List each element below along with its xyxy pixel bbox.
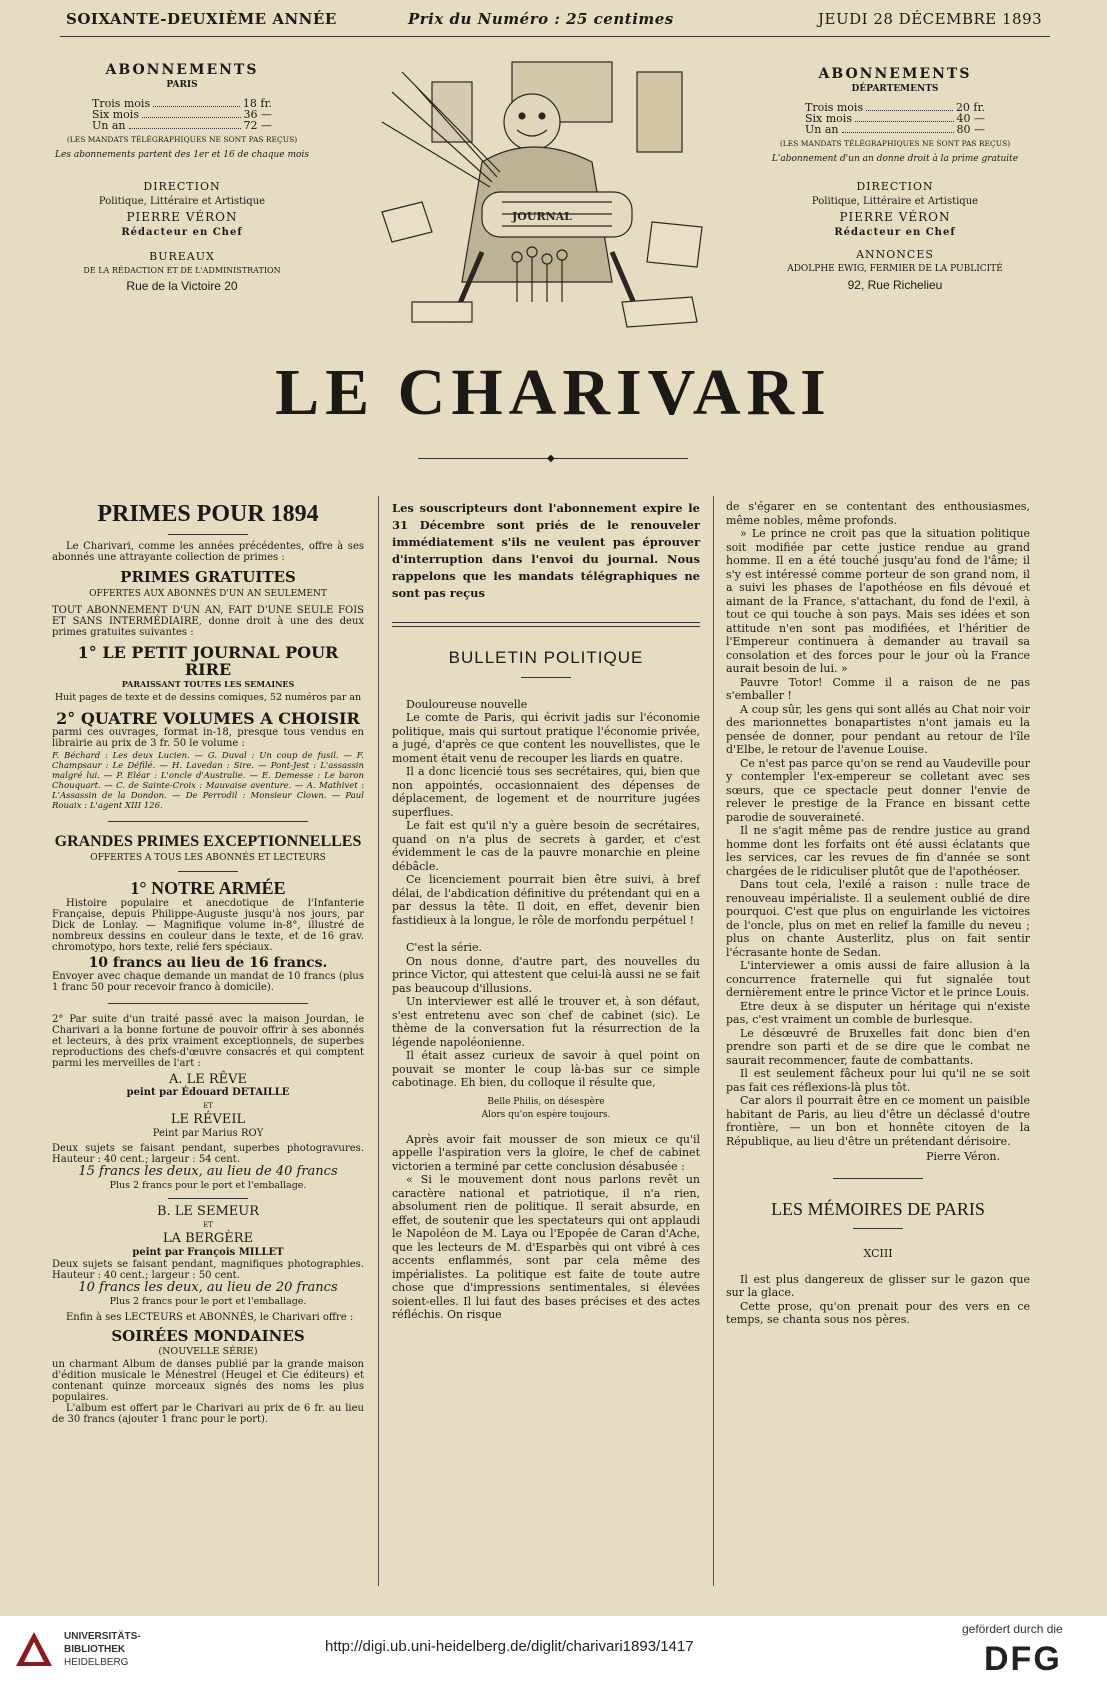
article-paragraph: Car alors il pourrait être en ce moment un paisible habitant de Paris, au lieu d'être un déclassé d'outre frontière, — un bon et honnête citoyen de la République, au lieu d'être un prétendant dérisoire. (726, 1094, 1030, 1148)
soirees-title: SOIRÉES MONDAINES (111, 1327, 305, 1345)
gratuites-text: TOUT ABONNEMENT D'UN AN, FAIT D'UNE SEULE FOIS ET SANS INTERMÉDIAIRE, donne droit à une des deux primes gratuites suivantes : (52, 604, 364, 638)
article-paragraph: Il est seulement fâcheux pour lui qu'il ne se soit pas fait ces réflexions-là plus tôt. (726, 1067, 1030, 1094)
column-divider (378, 496, 379, 1586)
right-price-row: Trois mois 20 fr. (805, 101, 985, 114)
pair2-port: Plus 2 francs pour le port et l'emballage. (109, 1295, 307, 1307)
article-paragraph: de s'égarer en se contentant des enthousiasmes, même nobles, même profonds. (726, 500, 1030, 527)
left-box-note: (LES MANDATS TÉLÉGRAPHIQUES NE SONT PAS REÇUS) (66, 135, 298, 144)
prime2-title: 2° QUATRE VOLUMES A CHOISIR (56, 708, 360, 728)
article-paragraph: Etre deux à se disputer un héritage qui n'existe pas, c'est vraiment un comble de burlesque. (726, 999, 1030, 1026)
bulletin-paragraph: Douloureuse nouvelle (406, 697, 528, 711)
issue-date: JEUDI 28 DÉCEMBRE 1893 (818, 10, 1043, 28)
reve-title: A. LE RÊVE (168, 1071, 248, 1087)
right-annonces-title: ANNONCES (856, 248, 934, 261)
reve-by: peint par Édouard DETAILLE (126, 1087, 290, 1098)
middle-column (392, 500, 700, 1322)
right-box-note: (LES MANDATS TÉLÉGRAPHIQUES NE SONT PAS REÇUS) (779, 139, 1011, 148)
bulletin-title: BULLETIN POLITIQUE (448, 648, 644, 667)
primes-intro: Le Charivari, comme les années précédentes, offre à ses abonnés une attrayante collection de primes : (52, 541, 364, 563)
right-direction-sub: Politique, Littéraire et Artistique (811, 196, 979, 207)
right-direction-title: DIRECTION (856, 180, 934, 193)
bergere-title: LA BERGÈRE (162, 1231, 254, 1246)
notre-armee-send: Envoyer avec chaque demande un mandat de 10 francs (plus 1 franc 50 pour recevoir franco à domicile). (52, 970, 364, 993)
prime1-sub: PARAISSANT TOUTES LES SEMAINES (121, 678, 295, 689)
prime1-text: Huit pages de texte et de dessins comiques, 52 numéros par an (54, 692, 362, 703)
footer-bar (0, 1616, 1107, 1684)
article-paragraph: » Le prince ne croit pas que la situation politique soit modifiée par cette justice rendue au grand homme. Il en a été touché jusqu'au fond de l'âme; il s'y est intéressé comme porteur de son grand nom, il a suivi les phases de l'apothéose en fils dévoué et aimant de la France, s'attachant, du fond de l'exil, à tout ce qui touche à son pays. Mais ses idées et son attitude n'en sont pas modifiées, et l'héritier de l'Empereur continuera à demander au travail sa consolation et des forces pour le jour où la France aurait besoin de lui. » (726, 527, 1030, 675)
right-price-row: Un an 80 — (805, 123, 985, 136)
right-column (726, 500, 1030, 1327)
left-director-role: Rédacteur en Chef (121, 227, 243, 238)
right-box-italic-note: L'abonnement d'un an donne droit à la prime gratuite (771, 154, 1019, 164)
prime1-title: 1° LE PETIT JOURNAL POUR RIRE (77, 642, 339, 679)
pair1-text: Deux sujets se faisant pendant, superbes photogravures. Hauteur : 40 cent.; largeur : 54 cent. (52, 1143, 364, 1165)
enfin-text: Enfin à ses LECTEURS et ABONNÉS, le Charivari offre : (66, 1312, 354, 1323)
article-paragraph: Le désœuvré de Bruxelles fait donc bien d'en prendre son parti et de se dire que le combat ne saurait recommencer, faute de combattants. (726, 1026, 1030, 1067)
soirees-text: un charmant Album de danses publié par la grande maison d'édition musicale le Ménestrel (Heugel et Cie éditeurs) et contenant quinze morceaux signés des noms les plus populaires. (52, 1358, 364, 1403)
memoires-paragraph: Cette prose, qu'on prenait pour des vers en ce temps, se chanta sous nos pères. (726, 1299, 1030, 1326)
article-paragraph: A coup sûr, les gens qui sont allés au Chat noir voir des marionnettes bonapartistes n'ont jamais eu la pensée de donner, pour pendant au retour de l'île d'Elbe, le retour de l'avenue Louise. (726, 702, 1030, 756)
left-direction-title: DIRECTION (143, 180, 221, 193)
source-url-link[interactable]: http://digi.ub.uni-heidelberg.de/diglit/charivari1893/1417 (325, 1638, 694, 1655)
bulletin-paragraph: « Si le mouvement dont nous parlons revêt un caractère national et patriotique, il n'a rien, absolument rien de politique. Il serait absurde, en effet, de soutenir que les spectateurs qui ont applaudi le Napoléon de M. Laya ou l'Epopée de Caran d'Ache, que les lecteurs de M. d'Esparbès qui ont vibré à ces accents enflammés, sont par cela même des impérialistes. La politique est faite de toute autre chose que d'impressions sentimentales, si élevées soient-elles. Il lui faut des bases précises et des actes réfléchis. On risque (392, 1173, 700, 1321)
caricature-illustration (372, 52, 724, 334)
gratuites-sub: OFFERTES AUX ABONNÉS D'UN AN SEULEMENT (89, 589, 327, 599)
dfg-logo: DFG (984, 1640, 1062, 1678)
article-paragraph: Pauvre Totor! Comme il a raison de ne pas s'emballer ! (726, 675, 1030, 702)
verse-line-2: Alors qu'on espère toujours. (481, 1110, 611, 1120)
renewal-notice: Les souscripteurs dont l'abonnement expire le 31 Décembre sont priés de le renouveler immédiatement s'ils ne veulent pas éprouver d'interruption dans l'envoi du journal. Nous rappelons que les mandats télégraphiques ne sont pas reçus (392, 501, 700, 600)
reveil-by: Peint par Marius ROY (152, 1127, 264, 1139)
university-seal-icon (14, 1630, 54, 1670)
prime2-text: parmi ces ouvrages, format in-18, presque tous vendus en librairie au prix de 3 fr. 50 le volume : (52, 726, 364, 749)
library-name: UNIVERSITÄTS- BIBLIOTHEK HEIDELBERG (64, 1631, 141, 1668)
column-divider (713, 496, 714, 1586)
pair2-text: Deux sujets se faisant pendant, magnifiques photographies. Hauteur : 40 cent.; largeur : 50 cent. (52, 1259, 364, 1281)
reveil-title: LE RÉVEIL (170, 1112, 246, 1127)
bulletin-paragraph: On nous donne, d'autre part, des nouvelles du prince Victor, qui attestent que celui-là aussi ne se fait pas beaucoup d'illusions. (392, 954, 700, 995)
bulletin-paragraph: Après avoir fait mousser de son mieux ce qu'il appelle l'aspiration vers la gloire, le chef de cabinet victorien a terminé par cette conclusion désabusée : (392, 1132, 700, 1173)
primes-title: PRIMES POUR 1894 (97, 501, 319, 527)
article-paragraph: L'interviewer a omis aussi de faire allusion à la concurrence fraternelle qui fut signalée tout dernièrement entre le prince Victor et le prince Louis. (726, 959, 1030, 999)
masthead-illustration (372, 52, 724, 334)
left-box-title: ABONNEMENTS (105, 62, 259, 78)
left-bureaux-title: BUREAUX (149, 250, 215, 263)
bulletin-paragraph: Il était assez curieux de savoir à quel point on pouvait se monter le coup là-bas sur ce simple cabotinage. Eh bien, du colloque il résulte que, (392, 1049, 700, 1089)
bulletin-paragraph: Le comte de Paris, qui écrivit jadis sur l'économie politique, mais qui surtout pratique l'économie privée, a jugé, d'après ce que content les nouvellistes, que le moment était venu de recouper les liards en quatre. (392, 711, 700, 765)
price-label: Prix du Numéro : 25 centimes (408, 10, 674, 28)
right-annonces-sub: ADOLPHE EWIG, FERMIER DE LA PUBLICITÉ (787, 264, 1003, 274)
prime2-list: F. Béchard : Les deux Lucien. — G. Duval : Un coup de fusil. — F. Champsaur : Le Défilé. — H. Lavedan : Sire. — Pont-Jest : L'assassin malgré lui. — P. Eléar : L'oncle d'Australie. — E. Demesse : Le baron Chouquart. — C. de Sainte-Croix : Mauvaise aventure. — A. Mathivet : L'Assassin de la Dondon. — De Perrodil : Monsieur Clown. — Paul Rouaix : L'agent XIII 126. (52, 750, 364, 811)
article-paragraph: Il ne s'agit même pas de rendre justice au grand homme dont les forfaits ont été aussi éclatants que les services, car les revues de fin d'année se sont chargées de le ridiculiser plutôt que de l'apothéoser. (726, 824, 1030, 878)
right-director: PIERRE VÉRON (839, 210, 951, 224)
masthead-title: LE CHARIVARI (275, 356, 832, 429)
soirees-sub: (NOUVELLE SÉRIE) (158, 1346, 258, 1357)
right-price-row: Six mois 40 — (805, 112, 985, 125)
signature: Pierre Véron. (926, 1150, 1000, 1163)
bulletin-paragraph: Le fait est qu'il n'y a guère besoin de secrétaires, quand on n'a plus de secrets à garder, et c'est évidemment le cas de la pauvre monarchie en pleine débâcle. (392, 819, 700, 873)
article-paragraph: Dans tout cela, l'exilé a raison : nulle trace de renouveau impérialiste. Il a seulement oublié de dire pourquoi. C'est que plus on enguirlande les victoires de l'oncle, plus on met en relief la famille du neveu ; plus on chante Austerlitz, plus on fait sentir l'écrasante honte de Sedan. (726, 878, 1030, 959)
notre-armee-price: 10 francs au lieu de 16 francs. (88, 955, 328, 971)
semeur-title: B. LE SEMEUR (156, 1204, 259, 1219)
chapter-number: XCIII (863, 1247, 893, 1260)
year-label: SOIXANTE-DEUXIÈME ANNÉE (66, 10, 337, 28)
primes-column (52, 500, 364, 1425)
memoires-title: LES MÉMOIRES DE PARIS (771, 1198, 985, 1219)
left-box-italic-note: Les abonnements partent des 1er et 16 de chaque mois (55, 150, 309, 160)
left-box-subtitle: PARIS (166, 80, 198, 90)
exceptionnelles-title: GRANDES PRIMES EXCEPTIONNELLES (54, 832, 362, 850)
pair2-price: 10 francs les deux, au lieu de 20 francs (78, 1280, 338, 1295)
item2-text: 2° Par suite d'un traité passé avec la maison Jourdan, le Charivari a la bonne fortune de pouvoir offrir à ses abonnés et lecteurs, à des prix vraiment exceptionnels, de superbes reproductions des chefs-d'œuvre consacrés et qui comptent parmi les merveilles de l'art : (52, 1013, 364, 1069)
bulletin-paragraph: Un interviewer est allé le trouver et, à son défaut, s'est entretenu avec son chef de cabinet (sic). Le thème de la conversation fut la résurrection de la légende napoléonienne. (392, 995, 700, 1049)
soirees-price: L'album est offert par le Charivari au prix de 6 fr. au lieu de 30 francs (ajouter 1 franc pour le port). (52, 1402, 364, 1425)
illustration-label: JOURNAL (512, 210, 572, 223)
exceptionnelles-sub: OFFERTES A TOUS LES ABONNÉS ET LECTEURS (90, 852, 326, 863)
bulletin-paragraph: Ce licenciement pourrait bien être suivi, à bref délai, de l'abdication définitive du prétendant qui en a par dessus la tête. Il doit, en effet, devenir bien fastidieux à la longue, le rôle de morfondu perpétuel ! (392, 873, 700, 927)
left-direction-sub: Politique, Littéraire et Artistique (98, 196, 266, 207)
left-bureaux-sub: DE LA RÉDACTION ET DE L'ADMINISTRATION (83, 266, 281, 275)
bulletin-paragraph: C'est la série. (406, 941, 483, 954)
left-address: Rue de la Victoire 20 (126, 279, 238, 293)
right-director-role: Rédacteur en Chef (834, 227, 956, 238)
left-price-row: Trois mois 18 fr. (92, 97, 272, 110)
et-label-2: ET (203, 1220, 213, 1229)
notre-armee-title: 1° NOTRE ARMÉE (130, 878, 286, 898)
right-subscription-box (770, 66, 1020, 292)
gratuites-title: PRIMES GRATUITES (120, 568, 296, 586)
memoires-paragraph: Il est plus dangereux de glisser sur le gazon que sur la glace. (726, 1272, 1030, 1299)
verse-line-1: Belle Philis, on désespère (487, 1096, 605, 1107)
bergere-by: peint par François MILLET (132, 1246, 284, 1258)
diamond-ornament: ◆ (547, 453, 555, 464)
left-price-row: Un an 72 — (92, 119, 272, 132)
left-director: PIERRE VÉRON (126, 210, 238, 224)
notre-armee-text: Histoire populaire et anecdotique de l'Infanterie Française, depuis Philippe-Auguste jusqu'à nos jours, par Dick de Lonlay. — Magnifique volume in-8°, illustré de nombreux dessins en couleur dans le texte, et de 16 grav. chromotypo, hors texte, relié fers spéciaux. (52, 898, 364, 953)
right-box-title: ABONNEMENTS (818, 66, 972, 82)
bulletin-paragraph: Il a donc licencié tous ses secrétaires, qui, bien que non appointés, occasionnaient des dépenses de déplacement, de logement et de nourriture jugées superflues. (392, 765, 700, 819)
funded-by-label: gefördert durch die (962, 1622, 1063, 1636)
et-label: ET (203, 1101, 213, 1110)
article-paragraph: Ce n'est pas parce qu'on se rend au Vaudeville pour y contempler l'ex-empereur se colletant avec ses sœurs, que ce spectacle peut donner l'envie de relever le prestige de la France en bissant cette parodie de souveraineté. (726, 756, 1030, 824)
left-subscription-box (52, 62, 312, 293)
right-address: 92, Rue Richelieu (847, 278, 943, 292)
pair1-price: 15 francs les deux, au lieu de 40 francs (78, 1164, 338, 1179)
pair1-port: Plus 2 francs pour le port et l'emballage. (109, 1179, 307, 1191)
right-box-subtitle: DÉPARTEMENTS (851, 84, 939, 94)
left-price-row: Six mois 36 — (92, 108, 272, 121)
